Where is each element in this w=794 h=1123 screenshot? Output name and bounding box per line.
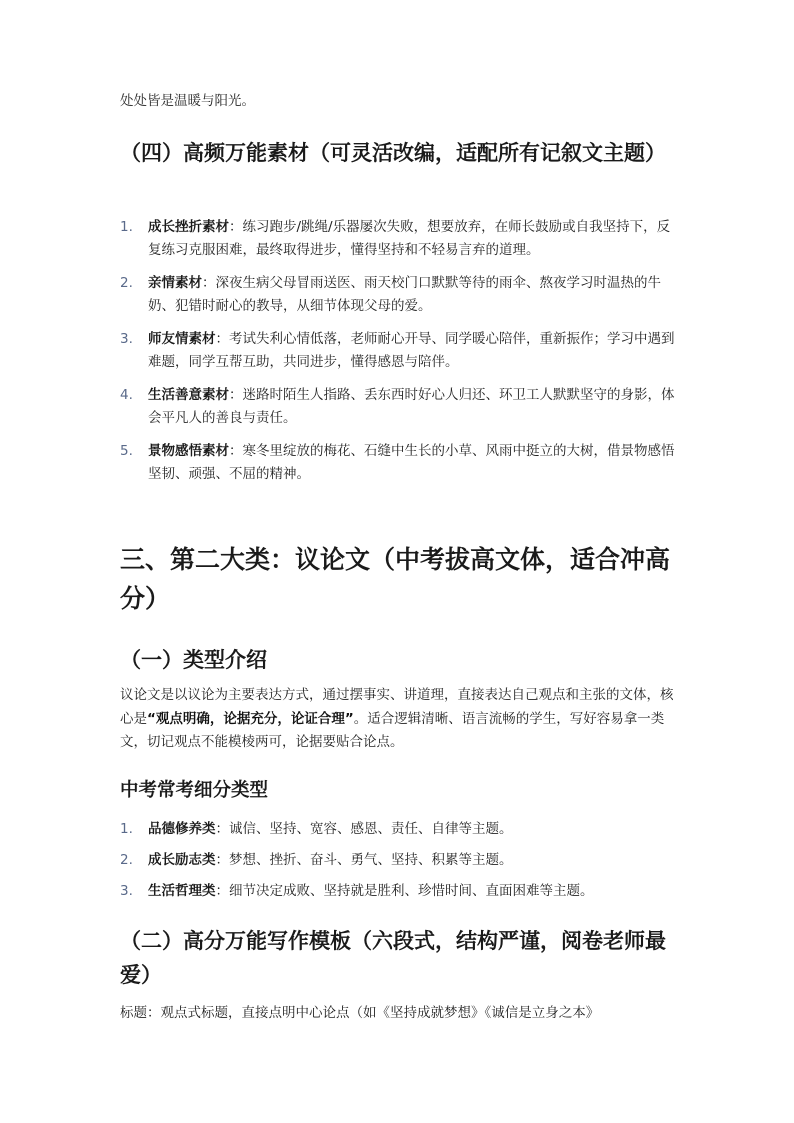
lead-line: 处处皆是温暖与阳光。: [120, 93, 255, 109]
subtypes-heading: 中考常考细分类型: [120, 780, 269, 801]
paragraph-emphasis: “观点明确，论据充分，论证合理”: [147, 710, 354, 727]
item-separator: ：: [229, 387, 243, 403]
item-text: 诚信、坚持、宽容、感恩、责任、自律等主题。: [229, 821, 513, 837]
item-separator: ：: [229, 219, 243, 235]
item-label: 成长励志类: [148, 852, 216, 868]
list-item: [120, 328, 680, 374]
list-number: 3.: [120, 883, 133, 899]
item-label: 师友情素材: [148, 331, 216, 347]
materials-list: [120, 216, 680, 486]
item-separator: ：: [229, 443, 243, 459]
item-label: 生活善意素材: [148, 387, 229, 403]
list-item: [120, 216, 680, 262]
list-number: 2.: [120, 852, 133, 868]
section-2-heading: （二）高分万能写作模板（六段式，结构严谨，阅卷老师最爱）: [120, 929, 666, 987]
list-number: 4.: [120, 387, 133, 403]
list-number: 2.: [120, 275, 133, 291]
template-title-line: 标题：观点式标题，直接点明中心论点（如《坚持成就梦想》《诚信是立身之本》: [120, 1005, 600, 1021]
list-number: 1.: [120, 821, 133, 837]
item-text: 练习跑步/跳绳/乐器屡次失败，想要放弃，在师长鼓励或自我坚持下，反复练习克服困难，最终取得进步，懂得坚持和不轻易言弃的道理。: [148, 219, 671, 258]
item-separator: ：: [215, 821, 229, 837]
item-text: 迷路时陌生人指路、丢东西时好心人归还、环卫工人默默坚守的身影，体会平凡人的善良与责任。: [148, 387, 675, 426]
list-item: [120, 440, 680, 486]
list-item: [120, 818, 680, 841]
item-label: 品德修养类: [148, 821, 216, 837]
paragraph-text: 。适合逻辑清晰、语言流畅的学生，写好容易拿一类文，切记观点不能模棱两可，论据要贴合论点。: [120, 710, 665, 750]
subtypes-list: [120, 818, 680, 903]
list-number: 3.: [120, 331, 133, 347]
item-text: 寒冬里绽放的梅花、石缝中生长的小草、风雨中挺立的大树，借景物感悟坚韧、顽强、不屈的精神。: [148, 443, 675, 482]
list-item: [120, 272, 680, 318]
list-item: [120, 384, 680, 430]
list-item: [120, 880, 680, 903]
item-label: 成长挫折素材: [148, 219, 229, 235]
item-text: 梦想、挫折、奋斗、勇气、坚持、积累等主题。: [229, 852, 513, 868]
item-label: 亲情素材: [148, 275, 202, 291]
item-text: 深夜生病父母冒雨送医、雨天校门口默默等待的雨伞、熬夜学习时温热的牛奶、犯错时耐心的教导，从细节体现父母的爱。: [148, 275, 661, 314]
section-4-heading: （四）高频万能素材（可灵活改编，适配所有记叙文主题）: [120, 141, 666, 165]
paragraph-text: 议论文是以议论为主要表达方式，通过摆事实、讲道理，直接表达自己观点和主张的文体，核心是: [120, 687, 674, 727]
list-number: 5.: [120, 443, 133, 459]
intro-paragraph: [120, 684, 680, 755]
item-separator: ：: [202, 275, 216, 291]
chapter-3-heading: 三、第二大类：议论文（中考拔高文体，适合冲高分）: [120, 545, 671, 613]
item-text: 细节决定成败、坚持就是胜利、珍惜时间、直面困难等主题。: [229, 883, 594, 899]
item-label: 生活哲理类: [148, 883, 216, 899]
item-separator: ：: [215, 852, 229, 868]
item-separator: ：: [215, 331, 229, 347]
list-number: 1.: [120, 219, 133, 235]
item-separator: ：: [215, 883, 229, 899]
list-item: [120, 849, 680, 872]
item-text: 考试失利心情低落，老师耐心开导、同学暖心陪伴，重新振作；学习中遇到难题，同学互帮互助，共同进步，懂得感恩与陪伴。: [148, 331, 675, 370]
item-label: 景物感悟素材: [148, 443, 229, 459]
section-1-heading: （一）类型介绍: [120, 648, 267, 672]
